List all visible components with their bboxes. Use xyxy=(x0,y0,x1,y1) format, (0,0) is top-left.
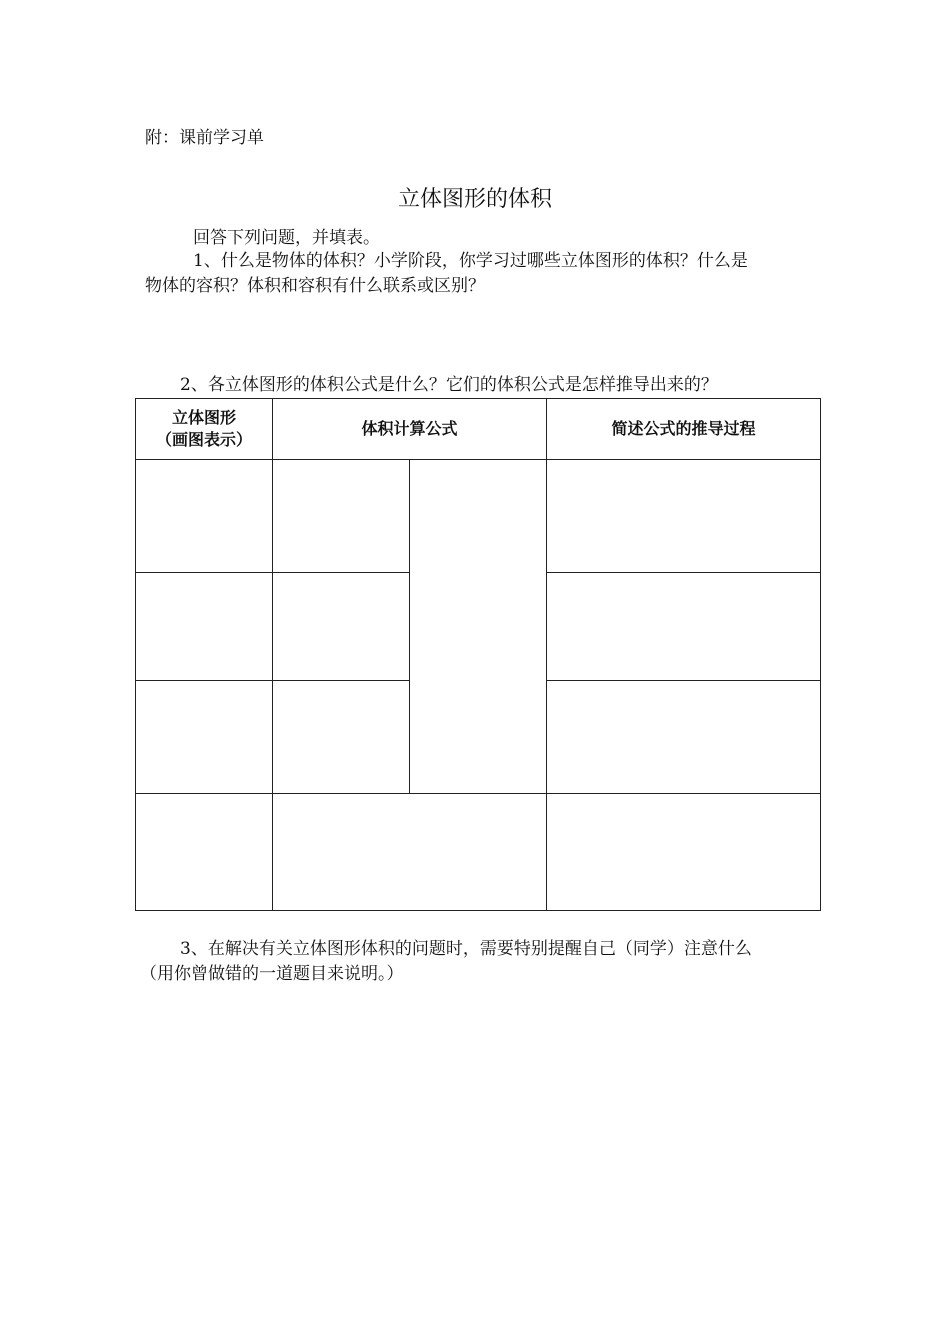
formula-cell-4[interactable] xyxy=(273,794,547,911)
question-3-line-1: 3、在解决有关立体图形体积的问题时，需要特别提醒自己（同学）注意什么 xyxy=(180,939,752,959)
shape-cell-3[interactable] xyxy=(136,681,273,794)
header-formula: 体积计算公式 xyxy=(273,399,547,460)
header-derivation: 简述公式的推导过程 xyxy=(547,399,821,460)
appendix-label: 附：课前学习单 xyxy=(145,128,264,148)
question-2: 2、各立体图形的体积公式是什么？它们的体积公式是怎样推导出来的？ xyxy=(180,375,718,395)
formula-merged-cell[interactable] xyxy=(410,460,547,794)
shape-cell-4[interactable] xyxy=(136,794,273,911)
header-shape xyxy=(136,399,273,460)
question-1-line-1: 1、什么是物体的体积？小学阶段，你学习过哪些立体图形的体积？什么是 xyxy=(193,251,748,271)
formula-cell-1[interactable] xyxy=(273,460,410,573)
instruction-text: 回答下列问题，并填表。 xyxy=(193,228,380,248)
page-title: 立体图形的体积 xyxy=(397,187,552,212)
formula-cell-3[interactable] xyxy=(273,681,410,794)
header-shape-line-2: （画图表示） xyxy=(155,430,252,449)
question-1-line-2: 物体的容积？体积和容积有什么联系或区别？ xyxy=(145,276,485,296)
shape-cell-1[interactable] xyxy=(136,460,273,573)
derivation-cell-3[interactable] xyxy=(547,681,821,794)
derivation-cell-4[interactable] xyxy=(547,794,821,911)
volume-formula-table xyxy=(135,398,821,911)
question-3-line-2: （用你曾做错的一道题目来说明。） xyxy=(140,964,404,984)
derivation-cell-2[interactable] xyxy=(547,573,821,681)
header-shape-line-1: 立体图形 xyxy=(171,408,236,427)
derivation-cell-1[interactable] xyxy=(547,460,821,573)
shape-cell-2[interactable] xyxy=(136,573,273,681)
formula-cell-2[interactable] xyxy=(273,573,410,681)
